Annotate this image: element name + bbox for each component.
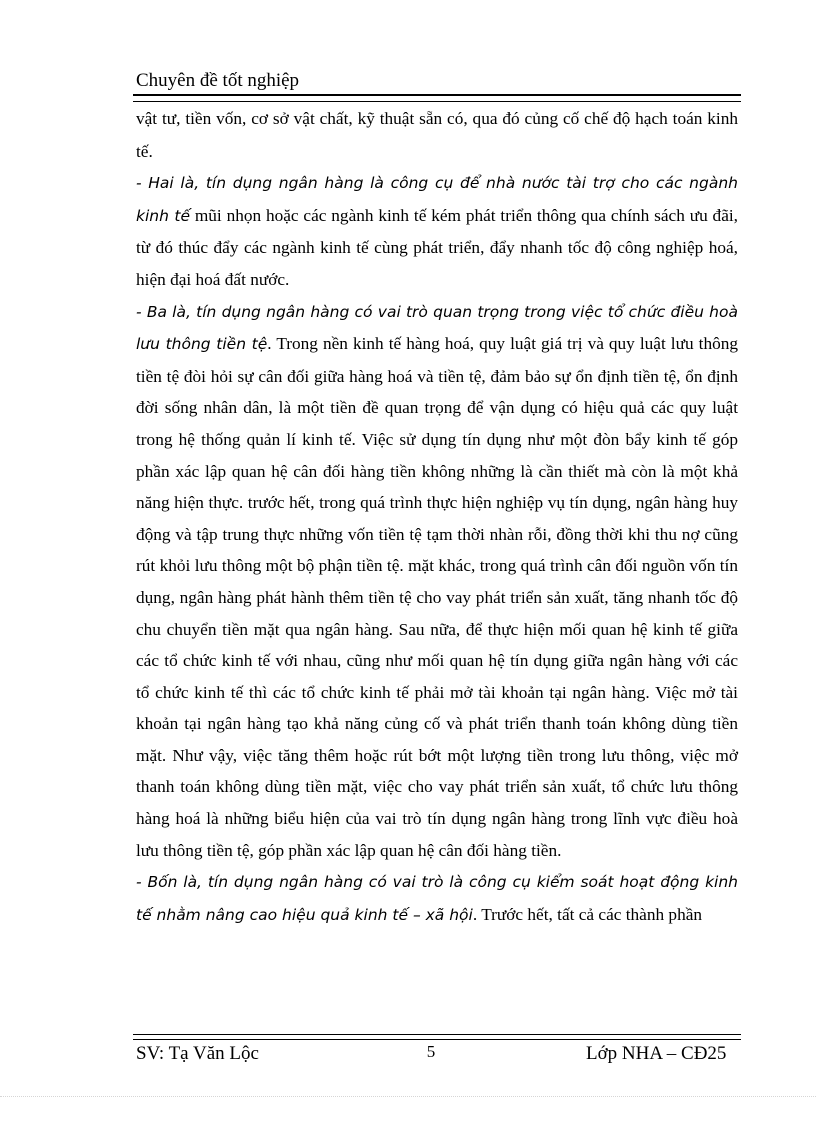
header-title: Chuyên đề tốt nghiệp [136,70,300,91]
paragraph-lead: - Bốn là, tín dụng ngân hàng có vai trò là công cụ kiểm soát hoạt động kinh tế nhằm nâng cao hiệu quả kinh tế – xã hội [136,873,738,924]
paragraph-lead: - Ba là, tín dụng ngân hàng có vai trò quan trọng trong việc tổ chức điều hoà lưu thông tiền tệ [136,302,738,354]
body-text [136,103,738,931]
page-edge-divider [0,1096,816,1097]
page-number: 5 [426,1042,436,1061]
footer-class: Lớp NHA – CĐ25 [586,1043,727,1064]
footer-rule [133,1034,741,1040]
paragraph-text: mũi nhọn hoặc các ngành kinh tế kém phát triển thông qua chính sách ưu đãi, từ đó thúc đẩy các ngành kinh tế cùng phát triển, đẩy nhanh tốc độ công nghiệp hoá, hiện đại hoá đất nước. [136,205,738,289]
footer-student: SV: Tạ Văn Lộc [136,1043,259,1064]
paragraph-lead: - Hai là, tín dụng ngân hàng là công cụ để nhà nước tài trợ cho các ngành kinh tế [136,174,738,225]
paragraph-3 [136,296,738,867]
paragraph-text: . Trong nền kinh tế hàng hoá, quy luật giá trị và quy luật lưu thông tiền tệ đòi hỏi sự cân đối giữa hàng hoá và tiền tệ, đảm bảo sự ổn định tiền tệ, ổn định đời sống nhân dân, là một tiền đề quan trọng để vận dụng có hiệu quả các quy luật trong hệ thống quản lí kinh tế. Việc sử dụng tín dụng như một đòn bẩy kinh tế góp phần xác lập quan hệ cân đối hàng tiền không những là cần thiết mà còn là một khả năng hiện thực. trước hết, trong quá trình thực hiện nghiệp vụ tín dụng, ngân hàng huy động và tập trung thực những vốn tiền tệ tạm thời nhàn rỗi, đồng thời khi thu nợ cũng rút khỏi lưu thông một bộ phận tiền tệ. mặt khác, trong quá trình cân đối nguồn vốn tín dụng, ngân hàng phát hành thêm tiền tệ cho vay phát triển sản xuất, tăng nhanh tốc độ chu chuyển tiền mặt qua ngân hàng. Sau nữa, để thực hiện mối quan hệ kinh tế giữa các tổ chức kinh tế với nhau, cũng như mối quan hệ tín dụng giữa ngân hàng với các tổ chức kinh tế thì các tổ chức kinh tế phải mở tài khoản tại ngân hàng. Việc mở tài khoản tại ngân hàng tạo khả năng củng cố và phát triển thanh toán không dùng tiền mặt. Như vậy, việc tăng thêm hoặc rút bớt một lượng tiền trong lưu thông, việc mở thanh toán không dùng tiền mặt, việc cho vay phát triển sản xuất, tổ chức lưu thông hàng hoá là những biểu hiện của vai trò tín dụng ngân hàng trong lĩnh vực điều hoà lưu thông tiền tệ, góp phần xác lập quan hệ cân đối hàng tiền. [136,334,739,860]
paragraph-2 [136,167,738,295]
paragraph-4 [136,866,738,931]
paragraph-1 [136,103,738,167]
paragraph-text: . Trước hết, tất cả các thành phần [472,904,703,924]
paragraph-text: vật tư, tiền vốn, cơ sở vật chất, kỹ thuật sẵn có, qua đó củng cố chế độ hạch toán kinh tế. [136,109,738,161]
header-rule [133,94,741,102]
